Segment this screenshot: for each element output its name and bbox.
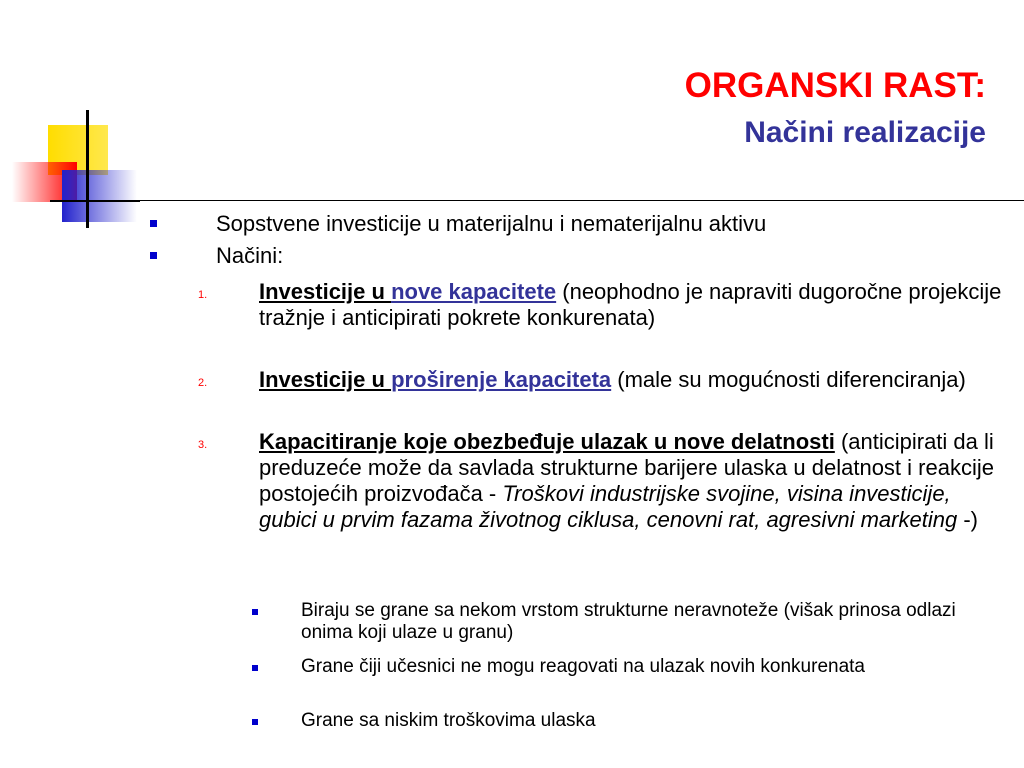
numbered-item xyxy=(259,367,1004,393)
item-lead: Investicije u xyxy=(259,279,392,304)
square-bullet-icon xyxy=(252,719,258,725)
numbered-item xyxy=(259,429,1004,533)
sub-bullet-text: Biraju se grane sa nekom vrstom strukturne neravnoteže (višak prinosa odlazi onima koji ulaze u granu) xyxy=(301,600,956,643)
item-link[interactable]: nove kapacitete xyxy=(391,279,557,304)
item-text: (neophodno je napraviti dugoročne projekcije tražnje i anticipirati pokrete konkurenata) xyxy=(259,279,1002,330)
item-lead: Investicije u xyxy=(259,367,392,392)
sub-bullet-text: Grane sa niskim troškovima ulaska xyxy=(301,710,596,731)
slide-title: ORGANSKI RAST: xyxy=(684,66,986,105)
square-bullet-icon xyxy=(150,252,157,259)
slide-subtitle: Načini realizacije xyxy=(744,116,986,149)
title-divider xyxy=(50,200,1024,201)
decorative-logo xyxy=(0,0,150,240)
list-number: 3. xyxy=(198,439,208,451)
item-end-text: -) xyxy=(957,507,978,532)
bullet-text: Sopstvene investicije u materijalnu i nematerijalnu aktivu xyxy=(216,211,767,236)
sub-bullet-text: Grane čiji učesnici ne mogu reagovati na ulazak novih konkurenata xyxy=(301,656,865,677)
square-bullet-icon xyxy=(252,665,258,671)
item-link[interactable]: proširenje kapaciteta xyxy=(391,367,612,392)
bullet-text: Načini: xyxy=(216,243,284,268)
item-text: (male su mogućnosti diferenciranja) xyxy=(611,367,966,392)
list-number: 1. xyxy=(198,289,208,301)
item-italic-text: Troškovi industrijske svojine, visina investicije, gubici u prvim fazama životnog ciklusa, cenovni rat, agresivni marketing xyxy=(259,481,958,532)
square-bullet-icon xyxy=(150,220,157,227)
square-bullet-icon xyxy=(252,609,258,615)
item-text: (anticipirati da li preduzeće može da savlada strukturne barijere ulaska u delatnost i reakcije postojećih proizvođača - xyxy=(259,429,994,506)
list-number: 2. xyxy=(198,377,208,389)
item-lead: Kapacitiranje koje obezbeđuje ulazak u nove delatnosti xyxy=(259,429,835,454)
numbered-item xyxy=(259,279,1004,331)
